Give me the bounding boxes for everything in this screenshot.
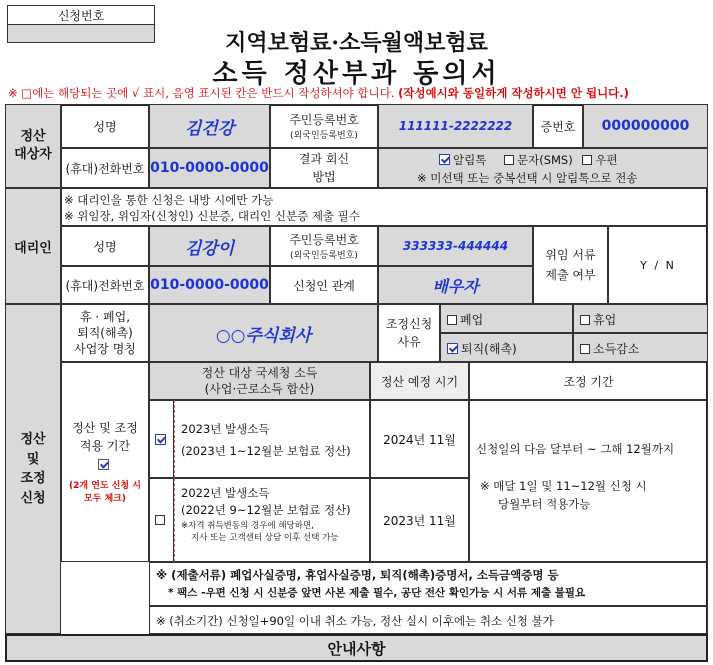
cancel-line: ※ (취소기간) 신청일+90일 이내 취소 가능, 정산 실시 이후에는 취소 신청 불가: [156, 614, 554, 628]
business-name-field[interactable]: [149, 304, 378, 362]
period-note: (2개 연도 신청 시 모두 체크): [69, 481, 141, 504]
agent-name-label: 성명: [61, 226, 149, 266]
agent-phone-value: 010-0000-0000: [150, 277, 269, 293]
applicant-rrn-label-text: 주민등록번호: [289, 113, 359, 127]
reason-retire[interactable]: [440, 333, 573, 362]
agent-note-1: ※ 대리인을 통한 신청은 내방 시에만 가능: [64, 193, 274, 207]
reason-decrease[interactable]: [573, 333, 708, 362]
time-col-header: 정산 예정 시기: [370, 362, 469, 400]
row1-time: 2024년 11월: [383, 432, 456, 447]
applicant-phone-value: 010-0000-0000: [150, 160, 269, 176]
applicant-name-value: 김건강: [184, 118, 235, 139]
row2-note2: 지사 또는 고객센터 상담 이후 선택 가능: [191, 533, 339, 544]
instruction-main: ※ □에는 해당되는 곳에 √ 표시, 음영 표시된 칸은 반드시 작성하셔야 합니다.: [8, 86, 395, 100]
result-method-label: 결과 회신 방법: [270, 148, 378, 188]
application-number-box: [7, 5, 155, 43]
retire-label: 퇴직(해촉): [461, 342, 517, 356]
applicant-name-field[interactable]: [149, 104, 270, 148]
reason-closed[interactable]: [440, 304, 573, 333]
agent-name-field[interactable]: [149, 226, 270, 266]
business-name-label: 휴 · 폐업, 퇴직(해촉) 사업장 명칭: [61, 304, 149, 362]
suspend-label: 휴업: [593, 313, 617, 327]
guide-footer: [5, 634, 708, 662]
sms-label: 문자(SMS): [516, 153, 573, 167]
row2-income-cell: [174, 478, 370, 562]
sms-checkbox[interactable]: [504, 155, 514, 165]
result-method-note: ※ 미선택 또는 중복선택 시 알림톡으로 전송: [417, 171, 638, 185]
agent-rrn-label-text: 주민등록번호: [289, 233, 359, 247]
row2-title: 2022년 발생소득: [181, 486, 270, 500]
applicant-rrn-field[interactable]: [378, 104, 533, 148]
closed-checkbox[interactable]: [447, 315, 457, 325]
agent-section-label: 대리인: [5, 188, 61, 304]
docs-notes-cell: [149, 562, 708, 606]
row2-sub: (2022년 9~12월분 보험료 정산): [181, 503, 351, 518]
option-mail[interactable]: [582, 153, 617, 167]
settlement-section-label: 정산 및 조정 신청: [5, 304, 61, 634]
mail-label: 우편: [595, 153, 618, 167]
result-method-row: [439, 152, 707, 168]
agent-rrn-label: [270, 226, 378, 266]
row2-time-cell: [370, 478, 469, 562]
applicant-section-label: 정산 대상자: [5, 104, 61, 188]
instruction-bold: (작성예시와 동일하게 작성하시면 안 됩니다.): [398, 86, 629, 100]
row1-income-cell: [174, 400, 370, 478]
applicant-phone-label: (휴대)전화번호: [61, 148, 149, 188]
decrease-label: 소득감소: [593, 342, 640, 356]
applicant-cert-field[interactable]: [583, 104, 708, 148]
relation-value: 배우자: [432, 276, 479, 296]
agent-phone-field[interactable]: [149, 266, 270, 304]
income-col-header: 정산 대상 국세청 소득 (사업·근로소득 합산): [149, 362, 370, 400]
suspend-checkbox[interactable]: [580, 315, 590, 325]
reason-suspend[interactable]: [573, 304, 708, 333]
application-number-label: 신청번호: [8, 6, 154, 25]
row1-checkbox-cell[interactable]: [149, 400, 174, 478]
applicant-cert-value: 000000000: [601, 118, 690, 134]
adjust-period-cell: [469, 400, 708, 562]
agent-name-value: 김강이: [184, 238, 235, 259]
reason-label: 조정신청 사유: [378, 304, 440, 362]
cancel-notes-cell: [149, 606, 708, 634]
mail-checkbox[interactable]: [582, 155, 592, 165]
option-alimtalk[interactable]: [439, 153, 486, 167]
adjust-col-header: 조정 기간: [469, 362, 708, 400]
retire-checkbox[interactable]: [447, 343, 458, 354]
applicant-rrn-sub: (외국인등록번호): [290, 131, 358, 141]
row1-sub: (2023년 1~12월분 보험료 정산): [181, 443, 351, 458]
business-name-value: ○○주식회사: [215, 325, 312, 346]
applicant-rrn-value: 111111-2222222: [398, 119, 513, 133]
application-number-field[interactable]: [8, 25, 154, 42]
instruction-text: [8, 85, 708, 101]
period-label: 정산 및 조정 적용 기간: [72, 421, 138, 454]
row2-time: 2023년 11월: [383, 513, 456, 528]
row1-time-cell: [370, 400, 469, 478]
applicant-cert-label: 증번호: [533, 104, 583, 148]
row2-note1: ※자격 취득변동의 경우에 해당하면,: [181, 520, 314, 531]
relation-label: 신청인 관계: [270, 266, 378, 304]
docs-line: ※ (제출서류) 폐업사실증명, 휴업사실증명, 퇴직(해촉)증명서, 소득금액증명 등: [156, 568, 559, 582]
option-sms[interactable]: [504, 153, 573, 167]
proxy-docs-field[interactable]: [608, 226, 708, 304]
guide-title: 안내사항: [327, 639, 386, 658]
agent-rrn-value: 333333-444444: [402, 239, 509, 253]
form-title-line1: 지역보험료·소득월액보험료: [225, 29, 488, 56]
fax-line: * 팩스 -우편 신청 시 신분증 앞면 사본 제출 필수, 공단 전산 확인가능 시 서류 제출 불필요: [168, 586, 586, 599]
relation-field[interactable]: [378, 266, 533, 304]
agent-rrn-sub: (외국인등록번호): [290, 251, 358, 261]
agent-notes: [61, 188, 708, 226]
row2-checkbox-cell[interactable]: [149, 478, 174, 562]
adjust-line3: 당월부터 적용가능: [498, 496, 591, 511]
proxy-docs-value: Y / N: [640, 258, 676, 272]
agent-note-2: ※ 위임장, 위임자(신청인) 신분증, 대리인 신분증 제출 필수: [64, 208, 360, 223]
row2-checkbox[interactable]: [155, 515, 165, 525]
form-title-line2: 소득 정산부과 동의서: [212, 58, 501, 89]
applicant-name-label: 성명: [61, 104, 149, 148]
alimtalk-checkbox[interactable]: [439, 154, 450, 165]
agent-phone-label: (휴대)전화번호: [61, 266, 149, 304]
period-check-icon: [98, 458, 112, 472]
row1-title: 2023년 발생소득: [181, 422, 270, 436]
adjust-line1: 신청일의 다음 달부터 ~ 그해 12월까지: [476, 442, 675, 456]
adjust-line2: ※ 매달 1일 및 11~12월 신청 시: [480, 479, 647, 494]
decrease-checkbox[interactable]: [580, 344, 590, 354]
result-method-options: [378, 148, 708, 188]
alimtalk-label: 알림톡: [453, 153, 487, 167]
closed-label: 폐업: [460, 313, 484, 327]
applicant-rrn-label: [270, 104, 378, 148]
period-label-cell: [61, 362, 149, 562]
row1-checkbox[interactable]: [155, 434, 166, 445]
agent-rrn-field[interactable]: [378, 226, 533, 266]
applicant-phone-field[interactable]: [149, 148, 270, 188]
proxy-docs-label: 위임 서류 제출 여부: [533, 226, 608, 304]
